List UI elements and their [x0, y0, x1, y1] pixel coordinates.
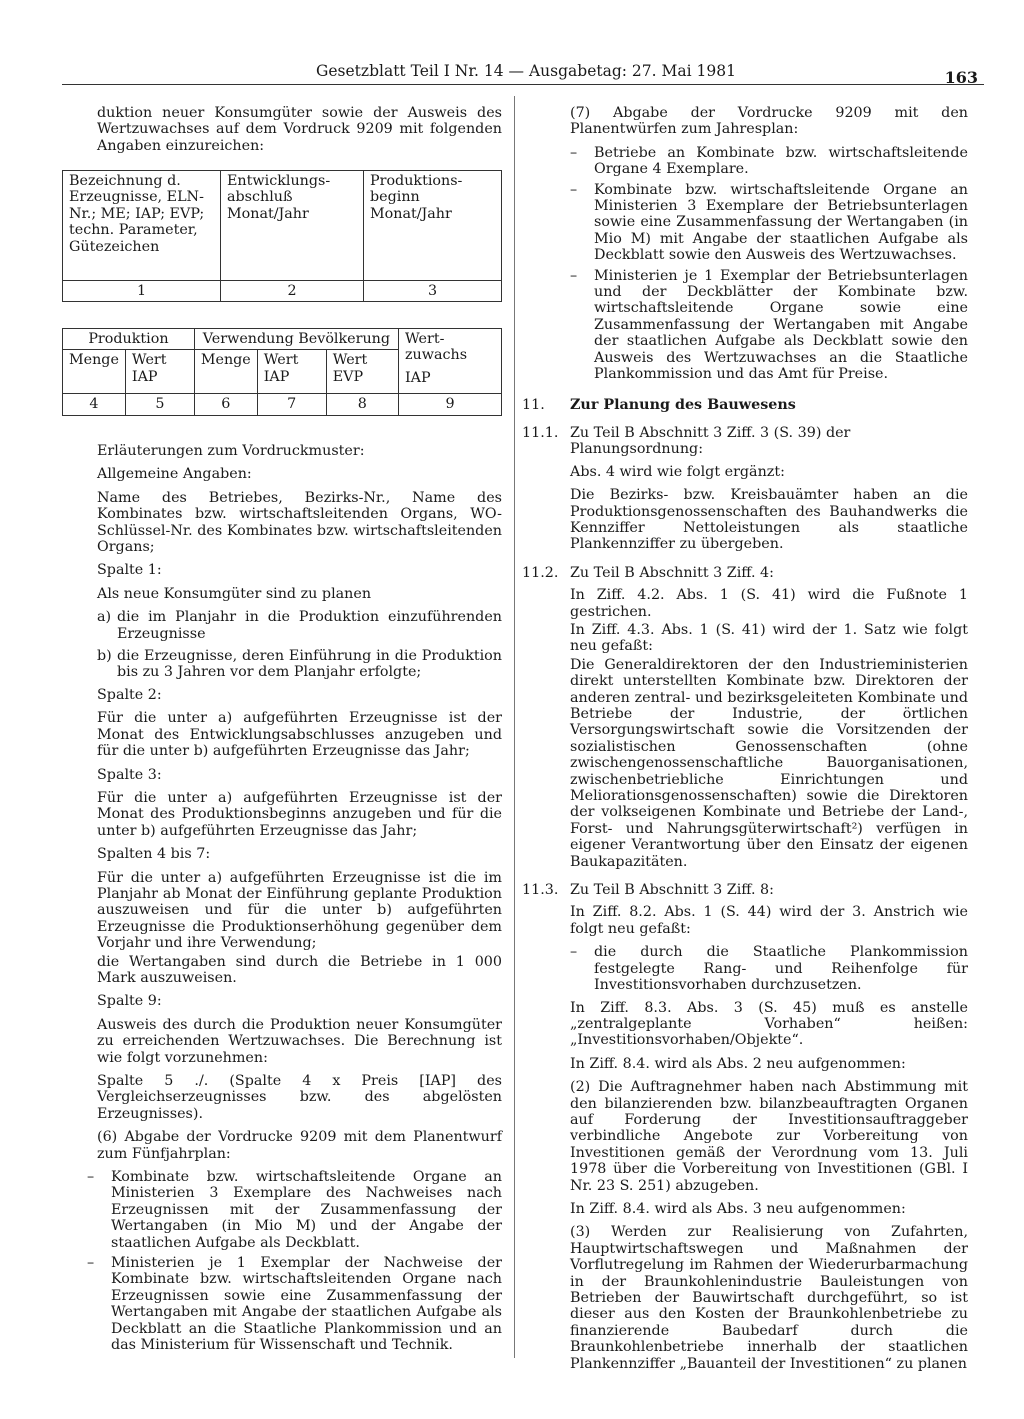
dash-marker: –: [570, 267, 578, 284]
sp9-formula: Spalte 5 ./. (Spalte 4 x Preis [IAP] des Vergleichserzeugnisses bzw. des abgelösten Erzeugnisses).: [97, 1073, 502, 1122]
dash-text: Betriebe an Kombinate bzw. wirtschaftsleitende Organe 4 Exemplare.: [594, 144, 968, 178]
table1-col3-header: Produktions-beginn Monat/Jahr: [364, 171, 502, 281]
dash-text: Ministerien je 1 Exemplar der Nachweise der Kombinate bzw. wirtschaftsleitenden Organe nach Erzeugnissen sowie eine Zusammenfassung der Wertangaben mit Angabe der staatlichen Aufgabe als Deckblatt an die Staatliche Plankommission und an das Ministerium für Wissenschaft und Technik.: [111, 1255, 502, 1354]
table2-num: 6: [194, 394, 257, 415]
sp47-text: Für die unter a) aufgeführten Erzeugnisse ist die im Planjahr ab Monat der Einführung geplante Produktion auszuweisen und für die unter b) aufgeführten Erzeugnisse die Produktionserhöhung gegenüber dem Vorjahr und ihre Verwendung;: [97, 869, 502, 952]
table2-menge-1: Menge: [63, 350, 126, 394]
dash-marker: –: [87, 1255, 95, 1272]
list-marker: a): [97, 609, 112, 626]
table2-num: 7: [257, 394, 326, 415]
p7-text: (7) Abgabe der Vordrucke 9209 mit den Planentwürfen zum Jahresplan:: [570, 105, 968, 138]
table1-col1-header: Bezeichnung d. Erzeugnisse, ELN-Nr.; ME; IAP; EVP; techn. Parameter, Gütezeichen: [63, 171, 221, 281]
table2-wertzuwachs-label: Wert-zuwachs: [405, 331, 468, 364]
sp1-text: Als neue Konsumgüter sind zu planen: [97, 585, 372, 602]
section-number: 11.1.: [522, 424, 559, 441]
p6-text: (6) Abgabe der Vordrucke 9209 mit dem Planentwurf zum Fünfjahrplan:: [97, 1129, 502, 1162]
sub-text: In Ziff. 4.3. Abs. 1 (S. 41) wird der 1. Satz wie folgt neu gefaßt:: [570, 621, 968, 655]
table2-verwendung-header: Verwendung Bevölkerung: [194, 329, 398, 350]
section-number: 11.2.: [522, 564, 559, 581]
section-number: 11.3.: [522, 882, 559, 899]
dash-text: Kombinate bzw. wirtschaftsleitende Organe an Ministerien 3 Exemplare des Nachweises nach Erzeugnissen mit der Zusammenfassung der Wertangaben (in Mio M) und der Angabe der staatlichen Aufgabe als Deckblatt.: [111, 1169, 502, 1251]
sp3-text: Für die unter a) aufgeführten Erzeugnisse ist der Monat des Produktionsbeginns anzugeben und für die unter b) aufgeführten Erzeugnisse das Jahr;: [97, 789, 502, 839]
table1-num: 3: [364, 281, 502, 302]
dash-item: [570, 145, 968, 178]
section-text: Zu Teil B Abschnitt 3 Ziff. 4:: [570, 564, 774, 581]
intro-paragraph: duktion neuer Konsumgüter sowie der Ausweis des Wertzuwachses auf dem Vordruck 9209 mit folgenden Angaben einzureichen:: [97, 105, 502, 154]
sub-text: In Ziff. 8.4. wird als Abs. 2 neu aufgenommen:: [570, 1055, 906, 1072]
list-text: die Erzeugnisse, deren Einführung in die Produktion bis zu 3 Jahren vor dem Planjahr erfolgte;: [117, 648, 502, 681]
sp1-title: Spalte 1:: [97, 562, 162, 579]
table2-menge-2: Menge: [194, 350, 257, 394]
section-11-3: [522, 882, 968, 898]
table2-wert-evp: Wert EVP: [326, 350, 398, 394]
table2-num: 8: [326, 394, 398, 415]
allg-title: Allgemeine Angaben:: [97, 466, 252, 483]
left-column: [97, 105, 502, 161]
table1-num: 1: [63, 281, 221, 302]
section-11-2: [522, 565, 968, 581]
section-title: Zur Planung des Bauwesens: [570, 396, 796, 413]
table2-wert-iap-2: Wert IAP: [257, 350, 326, 394]
table2-wertzuwachs-header: [399, 329, 502, 394]
page-number: 163: [944, 68, 978, 87]
header-rule: [62, 84, 984, 85]
sp9-text: Ausweis des durch die Produktion neuer Konsumgüter zu erreichenden Wertzuwachses. Die Berechnung ist wie folgt vorzunehmen:: [97, 1016, 502, 1066]
section-text: Zu Teil B Abschnitt 3 Ziff. 3 (S. 39) der Planungsordnung:: [570, 424, 851, 458]
sub-text: Abs. 4 wird wie folgt ergänzt:: [570, 463, 785, 480]
table2-wert-iap-1: Wert IAP: [125, 350, 194, 394]
page-header: [62, 62, 984, 87]
table1-num: 2: [221, 281, 364, 302]
sub-text: In Ziff. 8.3. Abs. 3 (S. 45) muß es anstelle „zentralgeplante Vorhaben“ heißen: „Investitionsvorhaben/Objekte“.: [570, 999, 968, 1049]
right-column: [522, 105, 968, 1379]
left-column-body: [87, 443, 502, 1358]
dash-item: [87, 1169, 502, 1251]
section-number: 11.: [522, 396, 545, 413]
section-11: [522, 397, 968, 413]
sp2-title: Spalte 2:: [97, 686, 162, 703]
table2-num: 4: [63, 394, 126, 415]
sp47-title: Spalten 4 bis 7:: [97, 846, 211, 863]
dash-item: [570, 182, 968, 264]
form-table-2: [62, 328, 502, 416]
sp47-text2: die Wertangaben sind durch die Betriebe in 1 000 Mark auszuweisen.: [97, 953, 502, 986]
table2-iap-label: IAP: [405, 369, 431, 386]
sub-text: In Ziff. 8.4. wird als Abs. 3 neu aufgenommen:: [570, 1200, 906, 1217]
table2-produktion-header: Produktion: [63, 329, 195, 350]
erl-title: Erläuterungen zum Vordruckmuster:: [97, 443, 365, 459]
list-marker: b): [97, 648, 112, 665]
sub-quote: Die Bezirks- bzw. Kreisbauämter haben an die Produktionsgenossenschaften des Bauhandwerks die Kennziffer Nettoleistungen als staatliche Plankennziffer zu übergeben.: [570, 487, 968, 553]
dash-marker: –: [87, 1169, 95, 1186]
dash-text: Kombinate bzw. wirtschaftsleitende Organe an Ministerien 3 Exemplare der Betriebsunterlagen sowie eine Zusammenfassung der Wertangaben (in Mio M) mit Angabe der staatlichen Aufgabe als Deckblatt sowie den Ausweis des Wertzuwachses.: [594, 181, 968, 264]
dash-marker: –: [570, 144, 578, 161]
dash-text: die durch die Staatliche Plankommission festgelegte Rang- und Reihenfolge für Investitionsvorhaben durchzusetzen.: [594, 944, 968, 994]
sp9-title: Spalte 9:: [97, 993, 162, 1010]
list-text: die im Planjahr in die Produktion einzuführenden Erzeugnisse: [117, 609, 502, 642]
sp3-title: Spalte 3:: [97, 766, 162, 783]
sub-quote: (2) Die Auftragnehmer haben nach Abstimmung mit den bilanzierenden bzw. bilanzbeauftragten Organen auf Forderung der Investitionsauftraggeber verbindliche Angebote zur Vorbereitung von Investitionen gemäß der Verordnung vom 13. Juli 1978 über die Vorbereitung von Investitionen (GBl. I Nr. 23 S. 251) abzugeben.: [570, 1079, 968, 1194]
list-item: [97, 609, 502, 642]
sub-quote: (3) Werden zur Realisierung von Zufahrten, Hauptwirtschaftswegen und Maßnahmen der Vorflutregelung im Rahmen der Wiederurbarmachung in der Braunkohlenindustrie Bauleistungen von Betrieben der Bauwirtschaft durchgeführt, so ist dieser aus den Kosten der Braunkohlenbetriebe zu finanzierende Baubedarf durch die Braunkohlenbetriebe innerhalb der staatlichen Plankennziffer „Bauanteil der Investitionen“ zu planen: [570, 1224, 968, 1372]
sp2-text: Für die unter a) aufgeführten Erzeugnisse ist der Monat des Entwicklungsabschlusses anzugeben und für die unter b) aufgeführten Erzeugnisse das Jahr;: [97, 710, 502, 760]
sub-text: In Ziff. 4.2. Abs. 1 (S. 41) wird die Fußnote 1 gestrichen.: [570, 587, 968, 620]
dash-item: [570, 268, 968, 383]
list-item: [97, 648, 502, 681]
dash-marker: –: [570, 944, 578, 961]
sub-quote: Die Generaldirektoren der den Industrieministerien direkt unterstellten Kombinate bzw. Direktoren der anderen zentral- und bezirksgeleiteten Kombinate und Betriebe der Industrie, der örtlichen Versorgungswirtschaft sowie die Vorsitzenden der sozialistischen Genossenschaften (ohne zwischengenossenschaftliche Bauorganisationen, zwischenbetriebliche Einrichtungen und Meliorationsgenossenschaften) sowie die Direktoren der volkseigenen Kombinate und Betriebe der Land-, Forst- und Nahrungsgüterwirtschaft²) verfügen in eigener Verantwortung über den Einsatz der eigenen Baukapazitäten.: [570, 656, 968, 870]
gazette-title: Gesetzblatt Teil I Nr. 14 — Ausgabetag: 27. Mai 1981: [316, 62, 736, 80]
dash-marker: –: [570, 181, 578, 198]
column-divider: [514, 96, 515, 1358]
table1-col2-header: Entwicklungs-abschluß Monat/Jahr: [221, 171, 364, 281]
table2-num: 5: [125, 394, 194, 415]
sub-text: In Ziff. 8.2. Abs. 1 (S. 44) wird der 3. Anstrich wie folgt neu gefaßt:: [570, 904, 968, 937]
section-11-1: [522, 425, 968, 458]
form-table-1: [62, 170, 502, 302]
section-text: Zu Teil B Abschnitt 3 Ziff. 8:: [570, 882, 774, 899]
allg-text: Name des Betriebes, Bezirks-Nr., Name des Kombinates bzw. wirtschaftsleitenden Organs, WO-Schlüssel-Nr. des Kombinates bzw. wirtschaftsleitenden Organs;: [97, 489, 502, 556]
dash-text: Ministerien je 1 Exemplar der Betriebsunterlagen und der Deckblätter der Kombinate bzw. wirtschaftsleitende Organe sowie eine Zusammenfassung der Wertangaben mit Angabe der staatlichen Aufgabe als Deckblatt sowie den Ausweis des Wertzuwachses an die Staatliche Plankommission und das Amt für Preise.: [594, 267, 968, 383]
table2-num: 9: [399, 394, 502, 415]
dash-item: [522, 944, 968, 993]
dash-item: [87, 1255, 502, 1353]
